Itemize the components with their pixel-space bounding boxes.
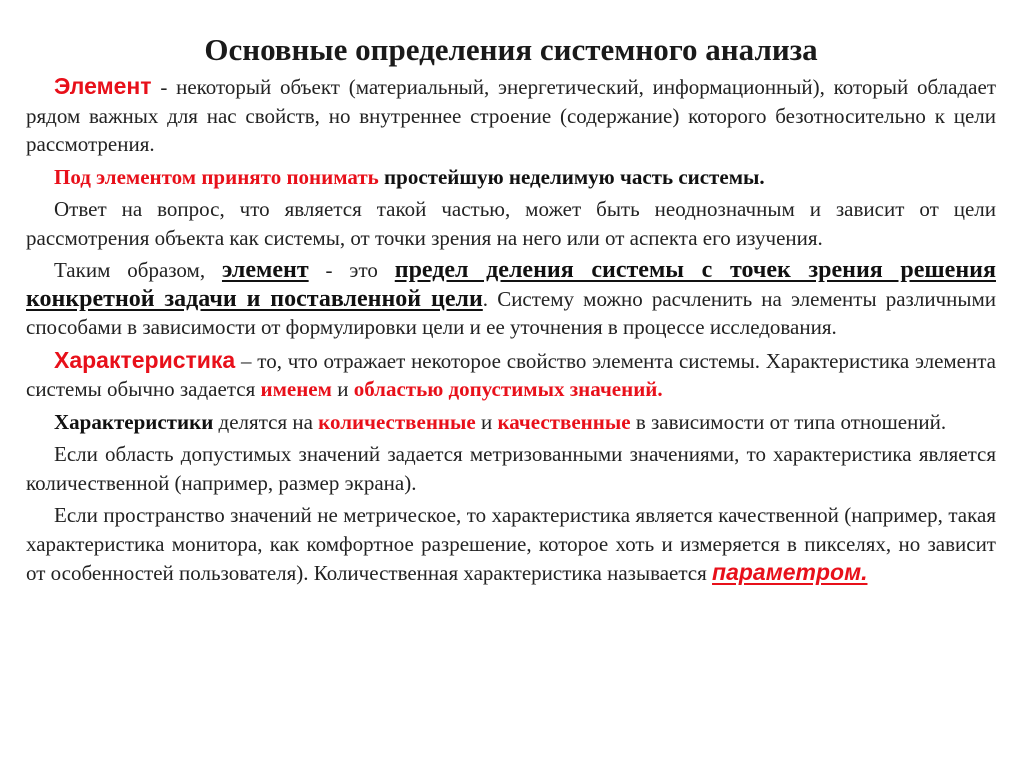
paragraph-qualitative [26,501,996,588]
page-title: Основные определения системного анализа [204,32,818,67]
characteristic-text-2: и [331,377,354,401]
types-text-1: делятся на [213,409,319,434]
underlined-element: элемент [221,257,309,283]
slide [26,30,996,588]
underlined-limit-phrase: предел деления системы с точек зрения решения конкретной задачи и поставленной цели [26,257,996,312]
paragraph-element-definition [26,72,996,159]
red-phrase: Под элементом принято понимать [54,164,379,189]
term-element: Элемент [54,73,152,99]
paragraph-thus [26,256,996,342]
thus-text-1: Таким образом, [54,258,222,282]
red-range: областью допустимых значений. [353,377,663,401]
bold-phrase: простейшую неделимую часть системы. [378,164,765,189]
paragraph-characteristic [26,346,996,404]
paragraph-answer: Ответ на вопрос, что является такой частью, может быть неоднозначным и зависит от цели рассмотрения объекта как системы, от точки зрения на него или от аспекта его изучения. [26,197,996,250]
bold-characteristics: Характеристики [54,409,214,434]
paragraph-quantitative: Если область допустимых значений задается метризованными значениями, то характеристика является количественной (например, размер экрана). [26,442,996,495]
types-text-2: и [475,409,498,434]
term-characteristic: Характеристика [54,346,236,373]
red-name: именем [260,377,332,401]
red-quantitative: количественные [318,409,476,434]
term-parameter: параметром. [712,559,868,585]
characteristic-text-1: – то, что отражает некоторое свойство элемента системы. Характеристика элемента системы обычно задается [26,348,996,401]
red-qualitative: качественные [497,409,631,434]
types-text-3: в зависимости от типа отношений. [630,409,947,434]
qualitative-text: Если пространство значений не метрическое, то характеристика является качественной (например, такая характеристика монитора, как комфортное разрешение, которое хоть и измеряется в пикселях, но зависит от особенностей пользователя). Количественная характеристика называется [26,503,996,585]
paragraph-characteristics-types [26,408,996,437]
thus-text-2: - это [308,258,395,282]
thus-text-3: . Систему можно расчленить на элементы различными способами в зависимости от формулировки цели и ее уточнения в процессе исследования. [26,286,996,339]
element-definition-text: - некоторый объект (материальный, энергетический, информационный), который обладает рядом важных для нас свойств, но внутреннее строение (содержание) которого безотносительно к цели рассмотрения. [26,75,996,156]
paragraph-element-understanding [26,163,996,192]
